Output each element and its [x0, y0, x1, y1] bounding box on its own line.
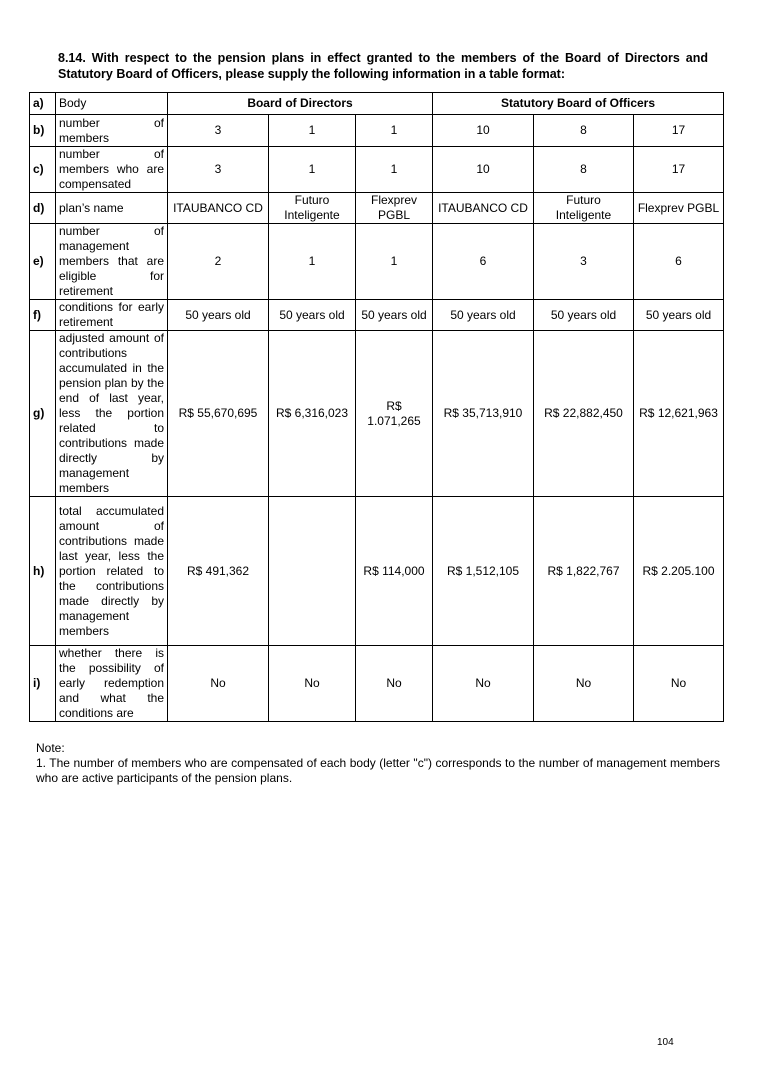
row-letter: e): [30, 224, 56, 300]
row-letter: f): [30, 300, 56, 331]
table-cell: Flexprev PGBL: [356, 193, 433, 224]
table-cell: 3: [168, 115, 269, 147]
table-cell: 50 years old: [634, 300, 724, 331]
page-number: 104: [657, 1037, 674, 1048]
table-cell: 50 years old: [269, 300, 356, 331]
pension-plans-table: [29, 92, 724, 722]
row-letter: h): [30, 497, 56, 646]
table-cell: 1: [269, 224, 356, 300]
table-cell: 6: [634, 224, 724, 300]
row-letter: g): [30, 331, 56, 497]
row-letter: d): [30, 193, 56, 224]
table-cell: 3: [168, 147, 269, 193]
table-cell: 50 years old: [356, 300, 433, 331]
table-cell: 2: [168, 224, 269, 300]
table-row: [30, 331, 724, 497]
table-cell: 50 years old: [168, 300, 269, 331]
table-cell: 3: [534, 224, 634, 300]
table-cell: R$ 35,713,910: [433, 331, 534, 497]
note-title: Note:: [36, 741, 65, 755]
row-label: conditions for early retirement: [56, 300, 168, 331]
table-cell: No: [634, 646, 724, 722]
table-cell: 1: [356, 147, 433, 193]
table-row: [30, 224, 724, 300]
table-cell: R$ 114,000: [356, 497, 433, 646]
row-label: plan’s name: [56, 193, 168, 224]
table-cell: R$ 22,882,450: [534, 331, 634, 497]
row-label: whether there is the possibility of early redemption and what the conditions are: [56, 646, 168, 722]
note-block: [36, 741, 720, 786]
table-row: [30, 147, 724, 193]
table-cell: No: [168, 646, 269, 722]
row-label: Body: [56, 93, 168, 115]
table-cell: 50 years old: [433, 300, 534, 331]
table-cell: No: [433, 646, 534, 722]
section-heading: 8.14. With respect to the pension plans in effect granted to the members of the Board of Directors and Statutory Board of Officers, please supply the following information in a table format:: [58, 51, 708, 81]
table-cell: 10: [433, 147, 534, 193]
table-row: [30, 497, 724, 646]
table-cell: 50 years old: [534, 300, 634, 331]
table-cell: 10: [433, 115, 534, 147]
table-cell: Futuro Inteligente: [269, 193, 356, 224]
table-cell: ITAUBANCO CD: [433, 193, 534, 224]
group-board-of-directors: Board of Directors: [168, 93, 433, 115]
table-row: [30, 300, 724, 331]
table-cell: 8: [534, 147, 634, 193]
table-header-row: [30, 93, 724, 115]
row-label: adjusted amount of contributions accumulated in the pension plan by the end of last year, less the portion related to contributions made directly by management members: [56, 331, 168, 497]
table-row: [30, 646, 724, 722]
table-cell: R$ 6,316,023: [269, 331, 356, 497]
table-cell: Futuro Inteligente: [534, 193, 634, 224]
table-row: [30, 115, 724, 147]
table-cell: 1: [269, 115, 356, 147]
row-label: number of members: [56, 115, 168, 147]
table-cell: [269, 497, 356, 646]
table-cell: 17: [634, 115, 724, 147]
table-cell: R$ 2.205.100: [634, 497, 724, 646]
table-cell: No: [269, 646, 356, 722]
note-text: 1. The number of members who are compensated of each body (letter "c") corresponds to the number of management members who are active participants of the pension plans.: [36, 756, 720, 785]
row-letter: b): [30, 115, 56, 147]
row-letter: i): [30, 646, 56, 722]
table-cell: R$ 1,822,767: [534, 497, 634, 646]
table-cell: 1: [356, 115, 433, 147]
table-cell: R$ 12,621,963: [634, 331, 724, 497]
table-cell: R$ 1.071,265: [356, 331, 433, 497]
table-cell: Flexprev PGBL: [634, 193, 724, 224]
table-cell: ITAUBANCO CD: [168, 193, 269, 224]
row-label: number of management members that are eligible for retirement: [56, 224, 168, 300]
table-row: [30, 193, 724, 224]
table-cell: R$ 491,362: [168, 497, 269, 646]
table-cell: 8: [534, 115, 634, 147]
table-cell: R$ 55,670,695: [168, 331, 269, 497]
group-statutory-board: Statutory Board of Officers: [433, 93, 724, 115]
table-cell: 17: [634, 147, 724, 193]
table-cell: 1: [356, 224, 433, 300]
table-cell: No: [356, 646, 433, 722]
row-letter: a): [30, 93, 56, 115]
row-label: number of members who are compensated: [56, 147, 168, 193]
table-cell: No: [534, 646, 634, 722]
table-cell: 6: [433, 224, 534, 300]
table-cell: 1: [269, 147, 356, 193]
row-letter: c): [30, 147, 56, 193]
row-label: total accumulated amount of contributions made last year, less the portion related to the contributions made directly by management members: [56, 497, 168, 646]
table-cell: R$ 1,512,105: [433, 497, 534, 646]
